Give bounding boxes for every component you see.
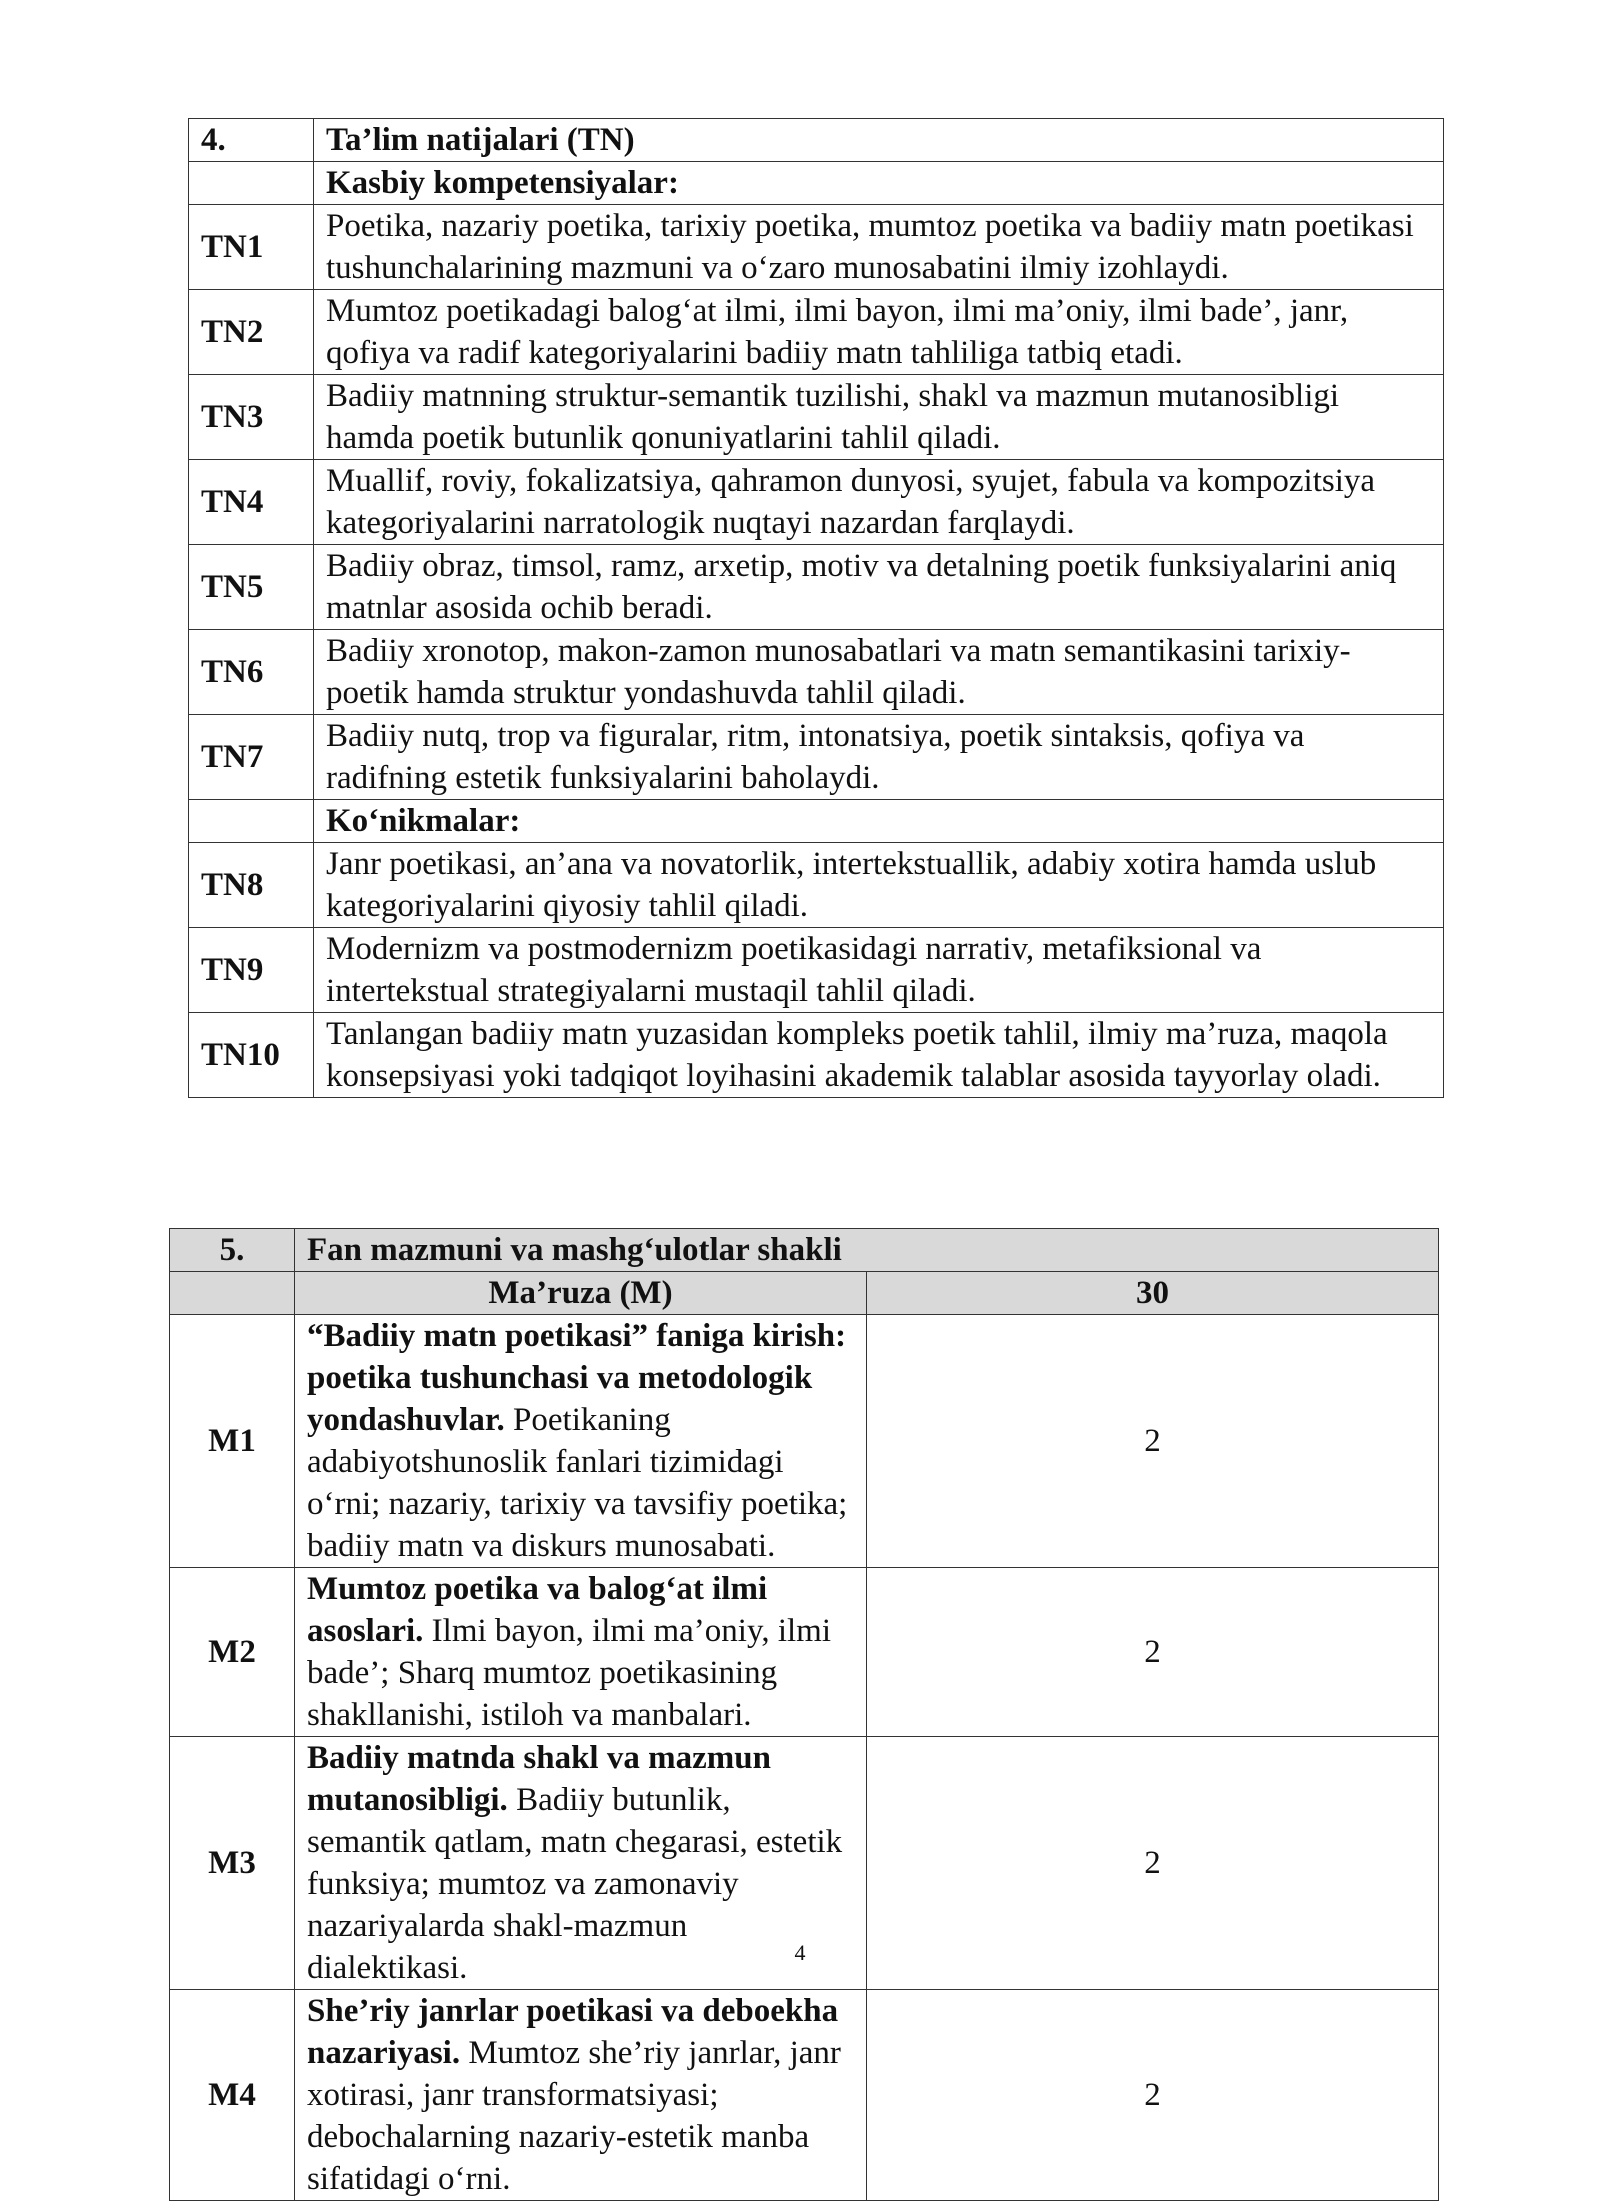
lecture-code: M4: [170, 1990, 295, 2201]
lecture-details: Mumtoz she’riy janrlar, janr xotirasi, janr transformatsiyasi; debochalarning nazariy-estetik manba sifatidagi o‘rni.: [307, 2035, 841, 2197]
section-title: Ta’lim natijalari (TN): [314, 119, 1444, 162]
lecture-hours: 2: [867, 1990, 1439, 2201]
table-row: [189, 928, 1444, 1013]
table-row: [170, 1315, 1439, 1568]
section-header-row: [189, 119, 1444, 162]
section-number: 5.: [170, 1229, 295, 1272]
outcome-text: Badiiy matnning struktur-semantik tuzilishi, shakl va mazmun mutanosibligi hamda poetik butunlik qonuniyatlarini tahlil qiladi.: [314, 375, 1444, 460]
outcome-text: Muallif, roviy, fokalizatsiya, qahramon dunyosi, syujet, fabula va kompozitsiya kategoriyalarini narratologik nuqtayi nazardan farqlaydi.: [314, 460, 1444, 545]
outcome-text: Mumtoz poetikadagi balog‘at ilmi, ilmi bayon, ilmi ma’oniy, ilmi bade’, janr, qofiya va radif kategoriyalarini badiiy matn tahliliga tatbiq etadi.: [314, 290, 1444, 375]
lecture-details: Poetikaning adabiyotshunoslik fanlari tizimidagi o‘rni; nazariy, tarixiy va tavsifiy poetika; badiiy matn va diskurs munosabati.: [307, 1402, 848, 1564]
lecture-details: Badiiy butunlik, semantik qatlam, matn chegarasi, estetik funksiya; mumtoz va zamonaviy nazariyalarda shakl-mazmun dialektikasi.: [307, 1782, 843, 1986]
group-heading: Ko‘nikmalar:: [314, 800, 1444, 843]
outcome-code: TN6: [189, 630, 314, 715]
outcome-code: TN4: [189, 460, 314, 545]
table-row: [189, 205, 1444, 290]
lecture-topic: She’riy janrlar poetikasi va deboekha nazariyasi.: [307, 1993, 839, 2071]
lecture-details: Ilmi bayon, ilmi ma’oniy, ilmi bade’; Sharq mumtoz poetikasining shakllanishi, istiloh va manbalari.: [307, 1613, 831, 1733]
lecture-description: [295, 1990, 867, 2201]
lecture-code: M2: [170, 1568, 295, 1737]
table-row: [189, 843, 1444, 928]
lecture-code: M1: [170, 1315, 295, 1568]
table-row: [189, 715, 1444, 800]
outcome-text: Badiiy obraz, timsol, ramz, arxetip, motiv va detalning poetik funksiyalarini aniq matnlar asosida ochib beradi.: [314, 545, 1444, 630]
group-heading: Kasbiy kompetensiyalar:: [314, 162, 1444, 205]
section-header-row: [170, 1229, 1439, 1272]
lecture-total-hours: 30: [867, 1272, 1439, 1315]
group-heading-row: [189, 800, 1444, 843]
group-heading-row: [189, 162, 1444, 205]
table-row: [189, 1013, 1444, 1098]
lecture-description: [295, 1568, 867, 1737]
outcome-text: Badiiy nutq, trop va figuralar, ritm, intonatsiya, poetik sintaksis, qofiya va radifning estetik funksiyalarini baholaydi.: [314, 715, 1444, 800]
outcome-text: Tanlangan badiiy matn yuzasidan kompleks poetik tahlil, ilmiy ma’ruza, maqola konsepsiyasi yoki tadqiqot loyihasini akademik talablar asosida tayyorlay oladi.: [314, 1013, 1444, 1098]
table-row: [170, 1990, 1439, 2201]
outcome-code: TN8: [189, 843, 314, 928]
section-number: 4.: [189, 119, 314, 162]
outcome-code: TN3: [189, 375, 314, 460]
table-row: [189, 630, 1444, 715]
lecture-label: Ma’ruza (M): [295, 1272, 867, 1315]
section-title: Fan mazmuni va mashg‘ulotlar shakli: [295, 1229, 1439, 1272]
learning-outcomes-table: [188, 118, 1444, 1098]
outcome-code: TN10: [189, 1013, 314, 1098]
table-row: [170, 1568, 1439, 1737]
course-content-table: [169, 1228, 1439, 2201]
empty-cell: [189, 800, 314, 843]
lecture-topic: Badiiy matnda shakl va mazmun mutanosibligi.: [307, 1740, 771, 1818]
outcome-text: Poetika, nazariy poetika, tarixiy poetika, mumtoz poetika va badiiy matn poetikasi tushunchalarining mazmuni va o‘zaro munosabatini ilmiy izohlaydi.: [314, 205, 1444, 290]
outcome-code: TN7: [189, 715, 314, 800]
lecture-hours: 2: [867, 1737, 1439, 1990]
table-row: [189, 290, 1444, 375]
table-row: [189, 375, 1444, 460]
lecture-topic: “Badiiy matn poetikasi” faniga kirish: poetika tushunchasi va metodologik yondashuvlar.: [307, 1318, 847, 1438]
outcome-code: TN1: [189, 205, 314, 290]
lecture-header-row: [170, 1272, 1439, 1315]
lecture-code: M3: [170, 1737, 295, 1990]
empty-cell: [189, 162, 314, 205]
lecture-hours: 2: [867, 1315, 1439, 1568]
table-row: [189, 460, 1444, 545]
page-number: 4: [794, 1940, 806, 1965]
outcome-code: TN5: [189, 545, 314, 630]
outcome-code: TN9: [189, 928, 314, 1013]
empty-cell: [170, 1272, 295, 1315]
outcome-text: Modernizm va postmodernizm poetikasidagi narrativ, metafiksional va intertekstual strategiyalarni mustaqil tahlil qiladi.: [314, 928, 1444, 1013]
lecture-topic: Mumtoz poetika va balog‘at ilmi asoslari.: [307, 1571, 768, 1649]
outcome-code: TN2: [189, 290, 314, 375]
table-row: [189, 545, 1444, 630]
lecture-hours: 2: [867, 1568, 1439, 1737]
outcome-text: Janr poetikasi, an’ana va novatorlik, intertekstuallik, adabiy xotira hamda uslub kategoriyalarini qiyosiy tahlil qiladi.: [314, 843, 1444, 928]
lecture-description: [295, 1315, 867, 1568]
outcome-text: Badiiy xronotop, makon-zamon munosabatlari va matn semantikasini tarixiy-poetik hamda struktur yondashuvda tahlil qiladi.: [314, 630, 1444, 715]
